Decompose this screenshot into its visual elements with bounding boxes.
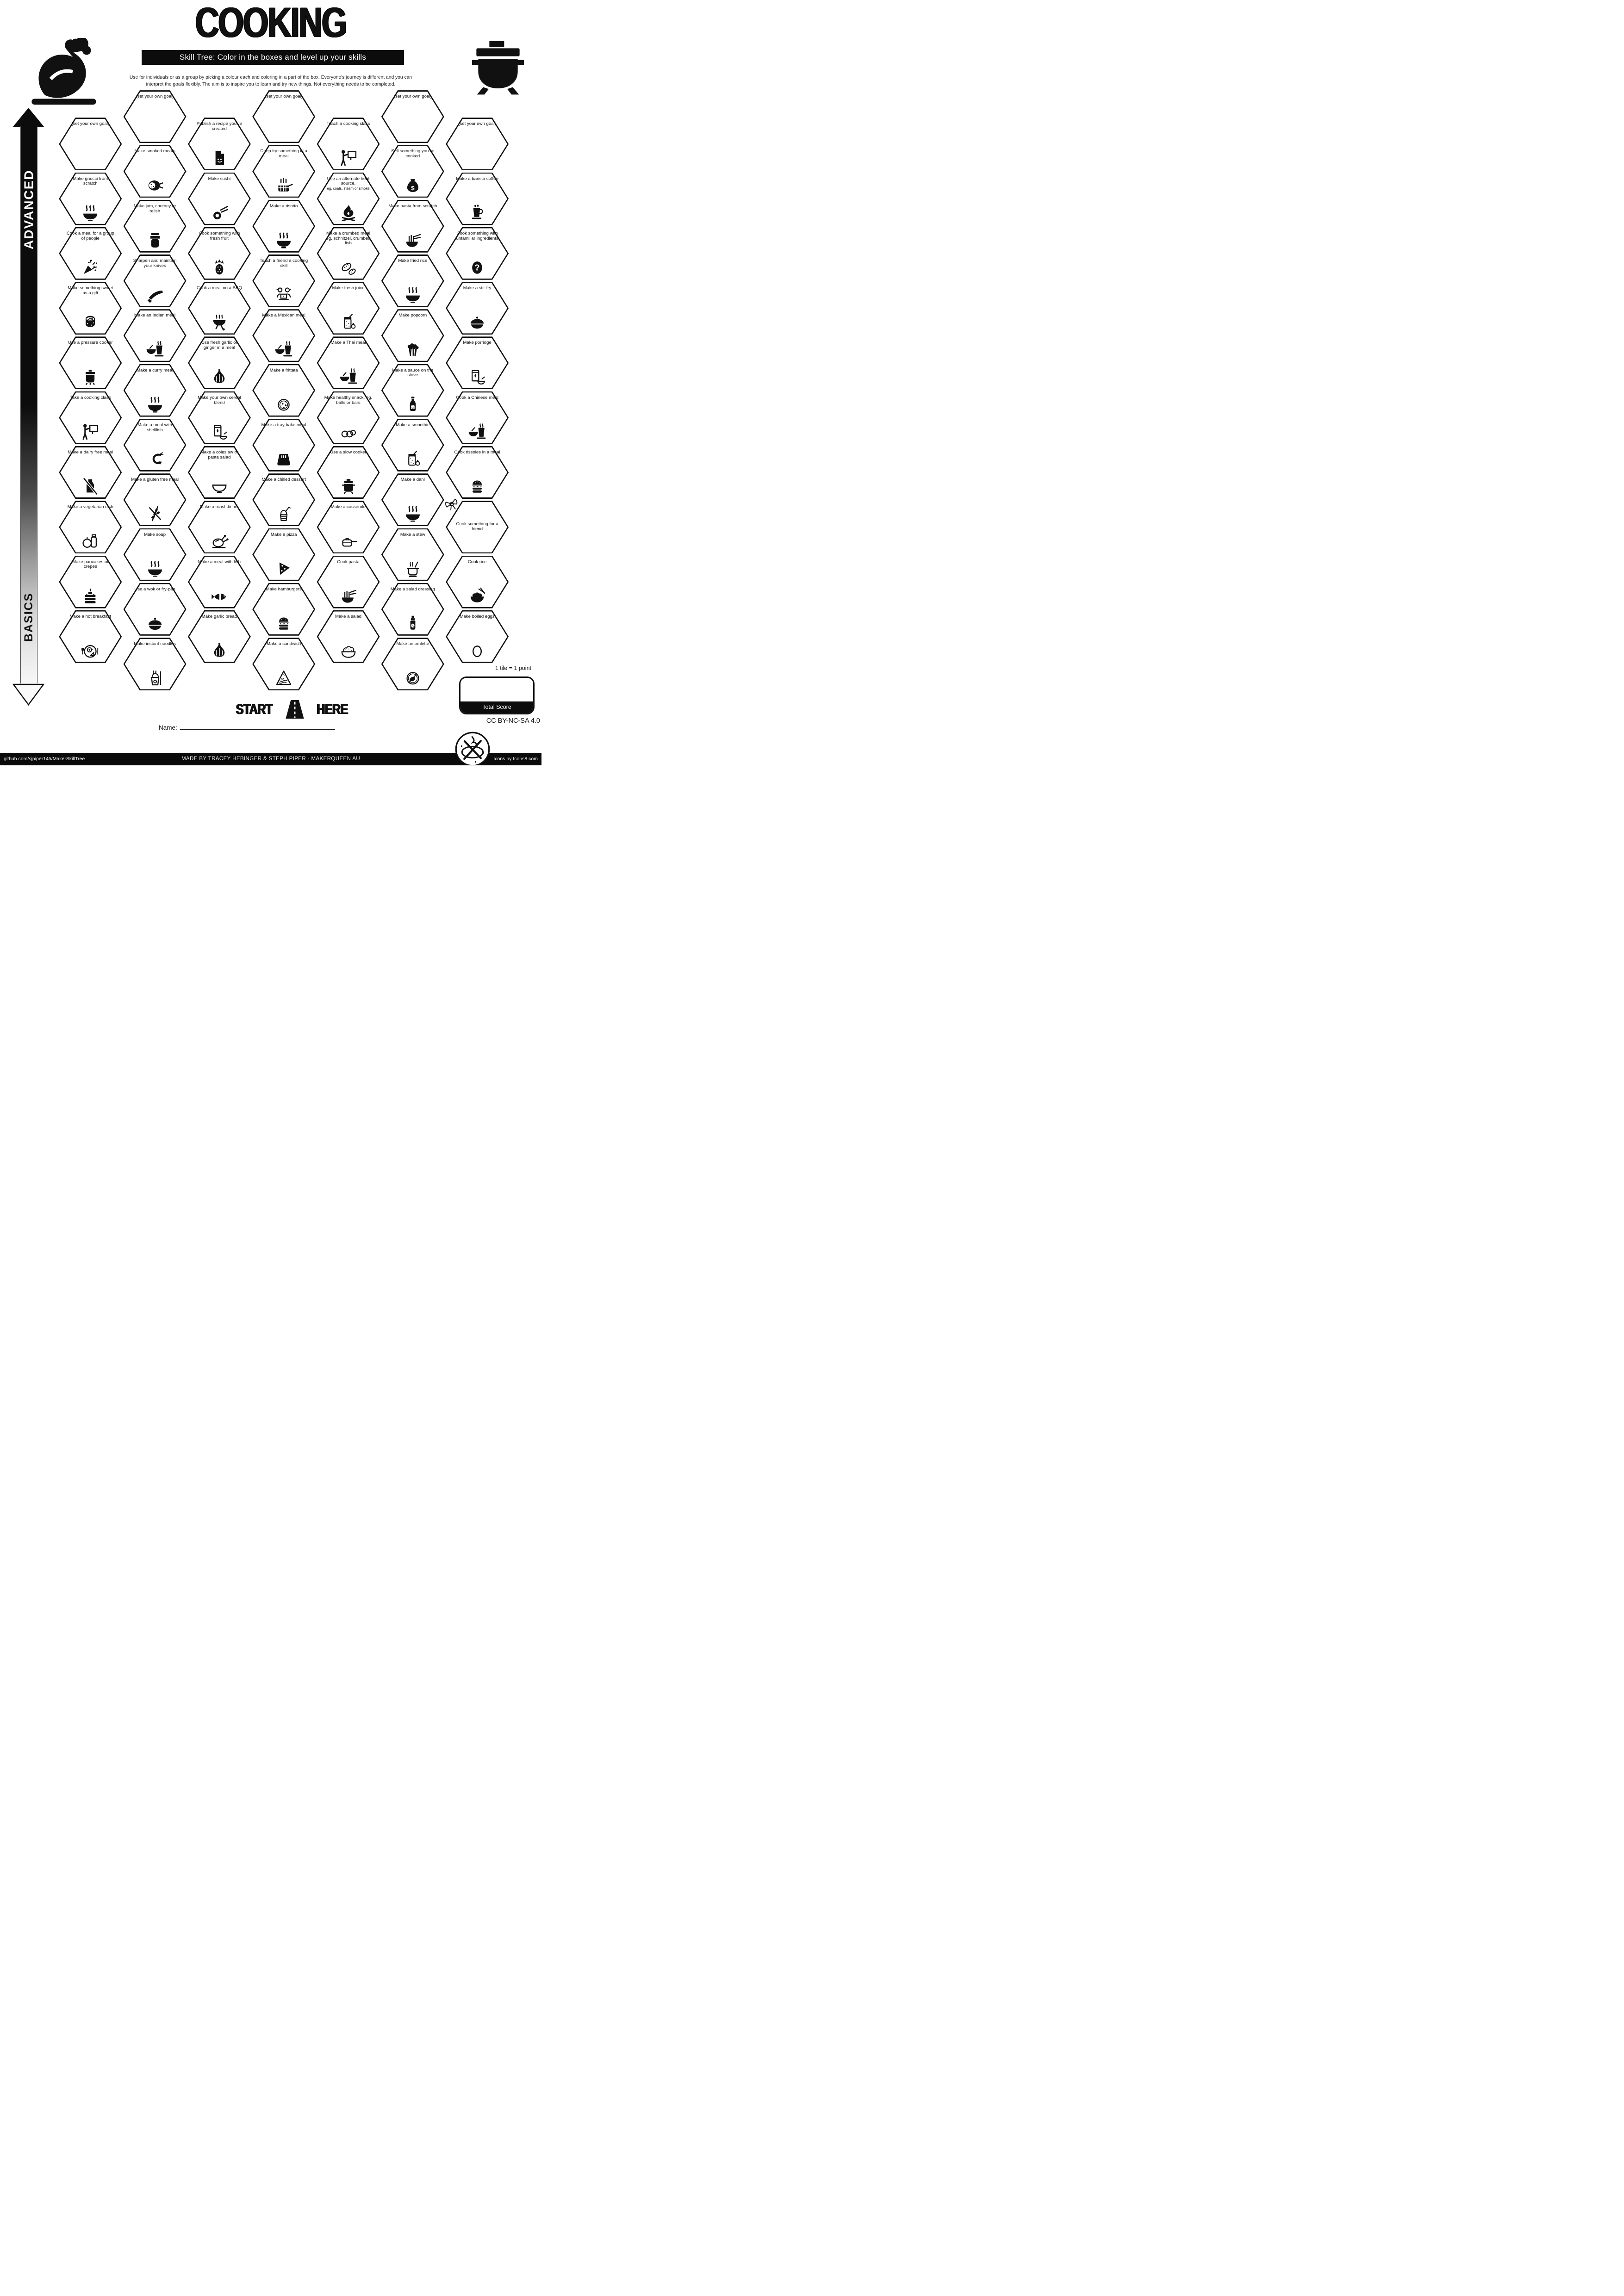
hex-tile[interactable] [381, 145, 444, 198]
hex-sublabel: eg. coals, steam or smoke [327, 186, 370, 191]
hex-label: Make an Indian meal [134, 313, 176, 318]
hex-label: Make fresh juice [332, 285, 365, 291]
description-line2: interpret the goals flexibly. The aim is to inspire you to learn and try new things. Not everything needs to be completed. [146, 82, 396, 87]
hex-label: Make jam, chutney or relish [133, 203, 176, 214]
hex-tile[interactable] [59, 227, 122, 280]
total-score-bar [460, 701, 533, 713]
hex-label: Cook rissoles in a meal [454, 450, 500, 455]
hex-tile[interactable] [446, 118, 509, 170]
hex-tile[interactable] [188, 336, 251, 389]
hex-tile[interactable] [188, 556, 251, 608]
pie-icon [274, 395, 294, 414]
description-line1: Use for individuals or as a group by picking a colour each and coloring in a part of the box. Everyone's journey is different and you can [129, 75, 412, 80]
fish-icon [209, 587, 230, 605]
hex-label: Make a casserole [330, 504, 366, 510]
snack-balls-icon [338, 422, 359, 441]
dressing-bottle-icon [403, 614, 423, 633]
stew-pot-icon [403, 559, 423, 578]
schnitzel-icon [338, 258, 359, 277]
hex-label: Make a hot breakfast [69, 614, 112, 619]
friends-laptop-icon [274, 285, 294, 304]
cauldron-icon [468, 34, 528, 102]
hex-label: Make a risotto [270, 203, 298, 209]
hex-tile[interactable] [59, 501, 122, 553]
baking-tray-icon [274, 450, 294, 468]
smoothie-jar-icon [403, 450, 423, 468]
sweet-roll-icon [80, 313, 100, 331]
hex-tile[interactable] [446, 556, 509, 608]
cooking-skill-tree-poster [0, 0, 541, 765]
arrow-up-icon [12, 108, 44, 127]
omelette-pan-icon [403, 669, 423, 687]
hex-label: Make a salad [335, 614, 362, 619]
hex-tile[interactable] [446, 391, 509, 444]
hex-label: Cook something for a friend [456, 521, 498, 532]
hex-label: Make hamburgers [266, 586, 302, 592]
footer-credit: MADE BY TRACEY HEBINGER & STEPH PIPER - MAKERQUEEN AU [181, 756, 361, 762]
hex-tile[interactable] [317, 501, 380, 553]
noodle-bowl-icon [403, 231, 423, 249]
name-label: Name: [159, 724, 177, 731]
hex-tile[interactable] [252, 254, 315, 307]
hex-label: Use a pressure cooker [68, 340, 113, 346]
noodle-cup-icon [145, 669, 165, 687]
noodle-bowl-icon [338, 587, 359, 605]
hex-tile[interactable] [446, 501, 509, 553]
hex-tile[interactable] [124, 364, 187, 417]
page-title: COOKING [195, 0, 347, 46]
hex-label: (set your own goal) [393, 94, 432, 99]
pizza-slice-icon [274, 559, 294, 578]
hex-label: Use a slow cooker [330, 450, 367, 455]
hex-tile[interactable] [381, 309, 444, 362]
hex-tile[interactable] [317, 610, 380, 663]
hex-label: Make a chilled dessert [261, 477, 306, 483]
total-score-box[interactable] [459, 676, 535, 714]
hex-tile[interactable] [252, 583, 315, 636]
hex-label: Make a meal with shellfish [137, 422, 172, 433]
hex-tile[interactable] [446, 336, 509, 389]
subtitle-banner: Skill Tree: Color in the boxes and level up your skills [142, 50, 404, 65]
hex-label: Make a stew [400, 532, 425, 537]
meal-cup-bowl-icon [145, 340, 165, 359]
hex-tile[interactable] [59, 556, 122, 608]
slow-cooker-icon [338, 477, 359, 496]
porridge-box-bowl-icon [467, 367, 487, 386]
rice-bowl-icon [467, 587, 487, 605]
hex-label: Cook a meal for a group of people [66, 230, 114, 241]
money-bag-icon [403, 176, 423, 194]
hex-tile[interactable] [252, 364, 315, 417]
garlic-icon [209, 641, 230, 660]
hex-label: Cook a Chinese meal [456, 395, 498, 400]
breakfast-plate-icon [80, 641, 100, 660]
hex-tile[interactable] [317, 391, 380, 444]
footer-github: github.com/sjpiper145/MakerSkillTree [4, 756, 85, 762]
hex-tile[interactable] [124, 90, 187, 143]
advanced-label: ADVANCED [21, 169, 36, 250]
hex-tile[interactable] [59, 173, 122, 225]
hex-tile[interactable] [59, 118, 122, 170]
fryer-basket-icon [274, 176, 294, 194]
hex-label: Deep fry something in a meal [260, 149, 307, 159]
hex-label: Make a salad dressing [390, 586, 435, 592]
hex-label: Make soup [144, 532, 166, 537]
hex-label: Make a roast dinner [199, 504, 239, 510]
sandwich-icon [274, 669, 294, 687]
question-mark-icon [467, 258, 487, 277]
hex-tile[interactable] [317, 336, 380, 389]
pineapple-icon [209, 258, 230, 277]
road-icon [281, 699, 308, 720]
hex-label: Use a wok or fry-pan [134, 586, 175, 592]
description [111, 74, 430, 88]
hex-label: (set your own goal) [71, 121, 110, 127]
hex-tile[interactable] [446, 446, 509, 499]
hex-tile[interactable] [381, 473, 444, 526]
hex-tile[interactable] [59, 336, 122, 389]
salami-icon [145, 176, 165, 194]
hex-tile[interactable] [124, 528, 187, 581]
preserve-jar-icon [145, 231, 165, 249]
hex-label: Make a Mexican meal [262, 313, 305, 318]
hex-tile[interactable] [188, 446, 251, 499]
teacher-board-icon [80, 422, 100, 441]
tile-point-note: 1 tile = 1 point [495, 665, 531, 671]
hex-tile[interactable] [252, 528, 315, 581]
hex-label: Use fresh garlic or ginger in a meal [201, 340, 237, 351]
hex-label: Make gnocci from scratch [73, 176, 108, 186]
hex-label: Make your own cereal blend [197, 395, 241, 405]
hex-tile[interactable] [252, 200, 315, 253]
hex-tile[interactable] [381, 583, 444, 636]
hex-tile[interactable] [124, 200, 187, 253]
steam-bowl-icon [403, 504, 423, 523]
hex-label: Make a smoothie [396, 422, 430, 428]
hex-tile[interactable] [252, 145, 315, 198]
roast-turkey-icon [22, 38, 106, 108]
hex-label: Make popcorn [398, 313, 427, 318]
here-label: HERE [317, 701, 348, 717]
burger-icon [274, 614, 294, 633]
hex-label: Make something sweet as a gift [68, 285, 113, 296]
hex-label: (set your own goal) [458, 121, 496, 127]
wok-icon [467, 313, 487, 331]
sushi-icon [209, 204, 230, 222]
hex-label: Make a crumbed meal eg. schnitzel, crumbed fish [326, 230, 371, 246]
steam-bowl-icon [403, 285, 423, 304]
shrimp-icon [145, 450, 165, 468]
hex-tile[interactable] [317, 282, 380, 335]
hex-label: Make a gluten free meal [131, 477, 179, 483]
hex-label: Cook a meal on a BBQ [196, 285, 242, 291]
hex-label: Make a stir-fry [463, 285, 492, 291]
hex-tile[interactable] [381, 254, 444, 307]
casserole-icon [338, 532, 359, 550]
hex-label: Cook something with unfamiliar ingredients [456, 230, 498, 241]
hex-label: Make a dahl [400, 477, 425, 483]
hex-tile[interactable] [124, 254, 187, 307]
hex-tile[interactable] [188, 501, 251, 553]
hex-label: Make a frittata [269, 367, 298, 373]
hex-tile[interactable] [188, 227, 251, 280]
start-label: START [236, 701, 273, 717]
salad-bowl-icon [338, 641, 359, 660]
burger-icon [467, 477, 487, 496]
steam-bowl-icon [274, 231, 294, 249]
hex-label: (set your own goal) [136, 94, 174, 99]
hex-tile[interactable] [381, 419, 444, 472]
hex-label: Make a dairy free meal [68, 450, 113, 455]
hex-label: Make a barista coffee [456, 176, 498, 181]
hex-label: Publish a recipe you've created [196, 121, 243, 132]
hex-tile[interactable] [124, 145, 187, 198]
chef-knife-icon [145, 285, 165, 304]
party-popper-icon [80, 258, 100, 277]
steam-bowl-icon [145, 395, 165, 414]
hex-label: Make smoked meats [134, 149, 175, 154]
meal-cup-bowl-icon [274, 340, 294, 359]
hex-label: Cook something with fresh fruit [199, 230, 240, 241]
footer-icons8: Icons by Icons8.com [493, 756, 538, 762]
steam-bowl-icon [80, 204, 100, 222]
hex-tile[interactable] [252, 419, 315, 472]
hex-tile[interactable] [252, 473, 315, 526]
name-input-line[interactable] [180, 722, 335, 730]
hex-label: Sharpen and maintain your knives [133, 258, 177, 268]
popcorn-icon [403, 340, 423, 359]
hex-label: Make fried rice [398, 258, 428, 263]
campfire-icon [338, 204, 359, 222]
meal-cup-bowl-icon [467, 422, 487, 441]
hex-label: Teach a friend a cooking skill [260, 258, 308, 268]
hex-tile[interactable] [188, 610, 251, 663]
hex-label: Make healthy snack, eg. balls or bars [324, 395, 373, 405]
hex-tile[interactable] [446, 173, 509, 225]
axis-gradient-shaft [20, 126, 37, 683]
hex-label: Make garlic bread [201, 614, 237, 619]
no-milk-bottle-icon [80, 477, 100, 496]
arrow-down-icon [12, 683, 44, 706]
hex-tile[interactable] [446, 282, 509, 335]
hex-label: Make a meal with fish [198, 559, 241, 565]
hex-label: Make a sauce on the stove [392, 367, 434, 378]
bbq-grill-icon [209, 313, 230, 331]
makerqueen-logo-icon [454, 731, 491, 765]
hex-label: Make instant noodles [134, 641, 176, 647]
hex-tile[interactable] [446, 610, 509, 663]
pancake-stack-icon [80, 587, 100, 605]
hex-label: Make porridge [463, 340, 492, 346]
name-row [159, 722, 335, 731]
hex-tile[interactable] [381, 528, 444, 581]
license-label: CC BY-NC-SA 4.0 [486, 717, 540, 725]
hex-tile[interactable] [381, 364, 444, 417]
hex-tile[interactable] [317, 556, 380, 608]
teacher-board-icon [338, 149, 359, 167]
bowl-outline-icon [209, 477, 230, 496]
hex-label: Sell something you've cooked [391, 149, 435, 159]
hex-tile[interactable] [252, 309, 315, 362]
hex-label: Teach a cooking class [326, 121, 370, 127]
hex-tile[interactable] [124, 638, 187, 690]
hex-label: Make a curry meal [137, 367, 174, 373]
level-axis [12, 108, 44, 706]
hex-tile[interactable] [317, 173, 380, 225]
hex-tile[interactable] [59, 610, 122, 663]
meal-cup-bowl-icon [338, 367, 359, 386]
hex-label: Make a vegetarian dish [67, 504, 113, 510]
hex-label: Cook pasta [337, 559, 360, 565]
hex-tile[interactable] [59, 282, 122, 335]
hex-tile[interactable] [188, 118, 251, 170]
hex-tile[interactable] [252, 90, 315, 143]
cereal-box-bowl-icon [209, 422, 230, 441]
hex-tile[interactable] [252, 638, 315, 690]
hex-label: Use an alternate heat source, eg. coals, steam or smoke [324, 177, 373, 191]
egg-icon [467, 641, 487, 660]
pressure-cooker-icon [80, 367, 100, 386]
steam-bowl-icon [145, 559, 165, 578]
hex-tile[interactable] [317, 446, 380, 499]
hex-label: Make a Thai meal [330, 340, 366, 346]
hex-tile[interactable] [124, 309, 187, 362]
juice-jar-icon [338, 313, 359, 331]
hex-label: Make an omlette [396, 641, 429, 647]
hex-tile[interactable] [317, 118, 380, 170]
hex-tile[interactable] [124, 419, 187, 472]
hex-tile[interactable] [381, 200, 444, 253]
hex-label: Make sushi [208, 176, 231, 181]
hex-tile[interactable] [59, 391, 122, 444]
hex-tile[interactable] [381, 90, 444, 143]
no-wheat-icon [145, 504, 165, 523]
hex-tile[interactable] [188, 173, 251, 225]
coffee-cup-icon [467, 204, 487, 222]
hex-tile[interactable] [188, 391, 251, 444]
hex-tile[interactable] [124, 473, 187, 526]
hex-label: Make a tray bake meal [261, 422, 306, 428]
hex-tile[interactable] [446, 227, 509, 280]
hex-label: Cook rice [467, 559, 487, 565]
hex-label: Make a pizza [270, 532, 297, 537]
garlic-icon [209, 367, 230, 386]
sundae-icon [274, 504, 294, 523]
recipe-doc-icon [209, 149, 230, 167]
hex-label: Take a cooking class [70, 395, 111, 400]
hex-label: Make boiled eggs [460, 614, 495, 619]
hex-tile[interactable] [188, 282, 251, 335]
hex-label: Make pancakes or crepes [72, 559, 109, 570]
sauce-bottle-icon [403, 395, 423, 414]
roast-turkey-icon [209, 532, 230, 550]
hex-tile[interactable] [59, 446, 122, 499]
hex-label: Make a coleslaw or pasta salad [200, 450, 238, 460]
wok-icon [145, 614, 165, 633]
start-here [218, 699, 366, 720]
hex-tile[interactable] [124, 583, 187, 636]
hex-tile[interactable] [381, 638, 444, 690]
basics-label: BASICS [22, 592, 35, 642]
tomato-bottle-icon [80, 532, 100, 550]
total-score-label: Total Score [482, 704, 511, 710]
hex-label: Make a sandwich [267, 641, 301, 647]
hex-label: Make pasta from scratch [388, 203, 437, 209]
hex-tile[interactable] [317, 227, 380, 280]
hex-label: (set your own goal) [265, 94, 303, 99]
